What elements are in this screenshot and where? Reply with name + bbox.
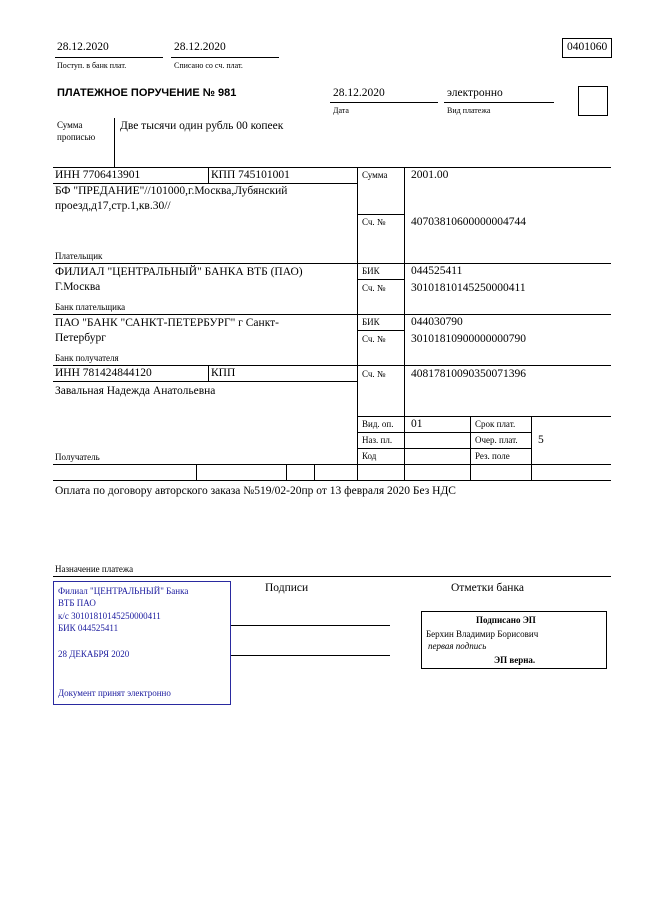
grid-line	[357, 416, 611, 417]
grid-line	[357, 330, 404, 331]
stamp-line-1: Филиал "ЦЕНТРАЛЬНЫЙ" Банка	[58, 586, 189, 596]
payee-label: Получатель	[55, 452, 100, 462]
priority-value: 5	[538, 434, 544, 446]
payee-bank-name-1: ПАО "БАНК "САНКТ-ПЕТЕРБУРГ" г Санкт-	[55, 317, 279, 329]
stamp-date: 28 ДЕКАБРЯ 2020	[58, 649, 130, 659]
payer-name-1: БФ "ПРЕДАНИЕ"//101000,г.Москва,Лубянский	[55, 185, 288, 197]
form-code: 0401060	[567, 41, 608, 53]
payment-type: электронно	[447, 87, 503, 99]
payee-bank-account: 30101810900000000790	[411, 333, 526, 345]
signature-line-2	[231, 655, 390, 656]
payee-bank-label: Банк получателя	[55, 353, 119, 363]
payment-type-line	[444, 102, 554, 103]
grid-line	[357, 214, 404, 215]
payment-type-label: Вид платежа	[447, 106, 491, 115]
bank-marks-label: Отметки банка	[451, 582, 524, 594]
payer-inn: ИНН 7706413901	[55, 169, 141, 181]
sum-value: 2001.00	[411, 169, 449, 181]
amount-words-divider	[114, 118, 115, 167]
order-date-line	[330, 102, 438, 103]
payee-account: 40817810090350071396	[411, 368, 526, 380]
received-date-label: Поступ. в банк плат.	[57, 61, 127, 70]
priority-label: Очер. плат.	[475, 435, 518, 445]
grid-line	[208, 167, 209, 183]
stamp-line-4: БИК 044525411	[58, 623, 119, 633]
payer-name-2: проезд,д17,стр.1,кв.30//	[55, 200, 171, 212]
code-label: Код	[362, 451, 377, 461]
debited-date: 28.12.2020	[174, 41, 226, 53]
payee-kpp: КПП	[211, 367, 236, 379]
payer-bank-bik: 044525411	[411, 265, 463, 277]
op-type-label: Вид. оп.	[362, 419, 394, 429]
page-title: ПЛАТЕЖНОЕ ПОРУЧЕНИЕ № 981	[57, 87, 237, 99]
grid-line	[53, 167, 611, 168]
signature-line-1	[231, 625, 390, 626]
payee-bank-bik: 044030790	[411, 316, 463, 328]
grid-line	[357, 432, 531, 433]
grid-line	[53, 263, 611, 264]
payer-bank-account: 30101810145250000411	[411, 282, 526, 294]
purpose-line	[53, 576, 611, 577]
sum-label: Сумма	[362, 170, 388, 180]
grid-line	[53, 183, 357, 184]
payer-kpp: КПП 745101001	[211, 169, 290, 181]
grid-line	[357, 279, 404, 280]
esign-title: Подписано ЭП	[476, 615, 536, 625]
esign-verified: ЭП верна.	[494, 655, 536, 665]
purpose-code-label: Наз. пл.	[362, 435, 393, 445]
grid-line	[531, 416, 532, 480]
debited-date-label: Списано со сч. плат.	[174, 61, 243, 70]
op-type: 01	[411, 418, 423, 430]
grid-line	[53, 314, 611, 315]
payer-bank-bik-label: БИК	[362, 266, 380, 276]
grid-line	[196, 464, 197, 480]
payer-bank-name-1: ФИЛИАЛ "ЦЕНТРАЛЬНЫЙ" БАНКА ВТБ (ПАО)	[55, 266, 303, 278]
received-date: 28.12.2020	[57, 41, 109, 53]
esign-role: первая подпись	[428, 641, 487, 651]
stamp-footer: Документ принят электронно	[58, 688, 171, 698]
reserve-label: Рез. поле	[475, 451, 510, 461]
grid-line	[470, 416, 471, 480]
payee-bank-bik-label: БИК	[362, 317, 380, 327]
grid-line	[53, 365, 611, 366]
amount-words-label-2: прописью	[57, 132, 96, 142]
payer-bank-account-label: Сч. №	[362, 283, 386, 293]
grid-line	[53, 464, 611, 465]
payer-label: Плательщик	[55, 251, 103, 261]
order-date-label: Дата	[333, 106, 349, 115]
received-date-line	[55, 57, 163, 58]
grid-line	[286, 464, 287, 480]
grid-line	[357, 167, 358, 480]
form-code-box	[562, 38, 612, 58]
stamp-line-3: к/с 30101810145250000411	[58, 611, 161, 621]
payer-bank-name-2: Г.Москва	[55, 281, 101, 293]
debited-date-line	[171, 57, 279, 58]
status-box	[578, 86, 608, 116]
payee-name: Завальная Надежда Анатольевна	[55, 385, 216, 397]
payer-account-label: Сч. №	[362, 217, 386, 227]
grid-line	[53, 480, 611, 481]
grid-line	[53, 381, 357, 382]
esign-box	[421, 611, 607, 669]
purpose-text: Оплата по договору авторского заказа №519/02-20пр от 13 февраля 2020 Без НДС	[55, 485, 456, 497]
grid-line	[357, 448, 531, 449]
payee-account-label: Сч. №	[362, 369, 386, 379]
grid-line	[208, 365, 209, 381]
signatures-label: Подписи	[265, 582, 309, 594]
grid-line	[314, 464, 315, 480]
esign-name: Берхин Владимир Борисович	[426, 629, 539, 639]
amount-words-label-1: Сумма	[57, 120, 83, 130]
grid-line	[404, 167, 405, 480]
payee-bank-name-2: Петербург	[55, 332, 106, 344]
stamp-line-2: ВТБ ПАО	[58, 598, 96, 608]
purpose-label: Назначение платежа	[55, 564, 134, 574]
payer-bank-label: Банк плательщика	[55, 302, 126, 312]
payee-bank-account-label: Сч. №	[362, 334, 386, 344]
order-date: 28.12.2020	[333, 87, 385, 99]
payee-inn: ИНН 781424844120	[55, 367, 152, 379]
due-label: Срок плат.	[475, 419, 516, 429]
payer-account: 40703810600000004744	[411, 216, 526, 228]
amount-words-value: Две тысячи один рубль 00 копеек	[120, 120, 284, 132]
bank-stamp	[53, 581, 231, 705]
